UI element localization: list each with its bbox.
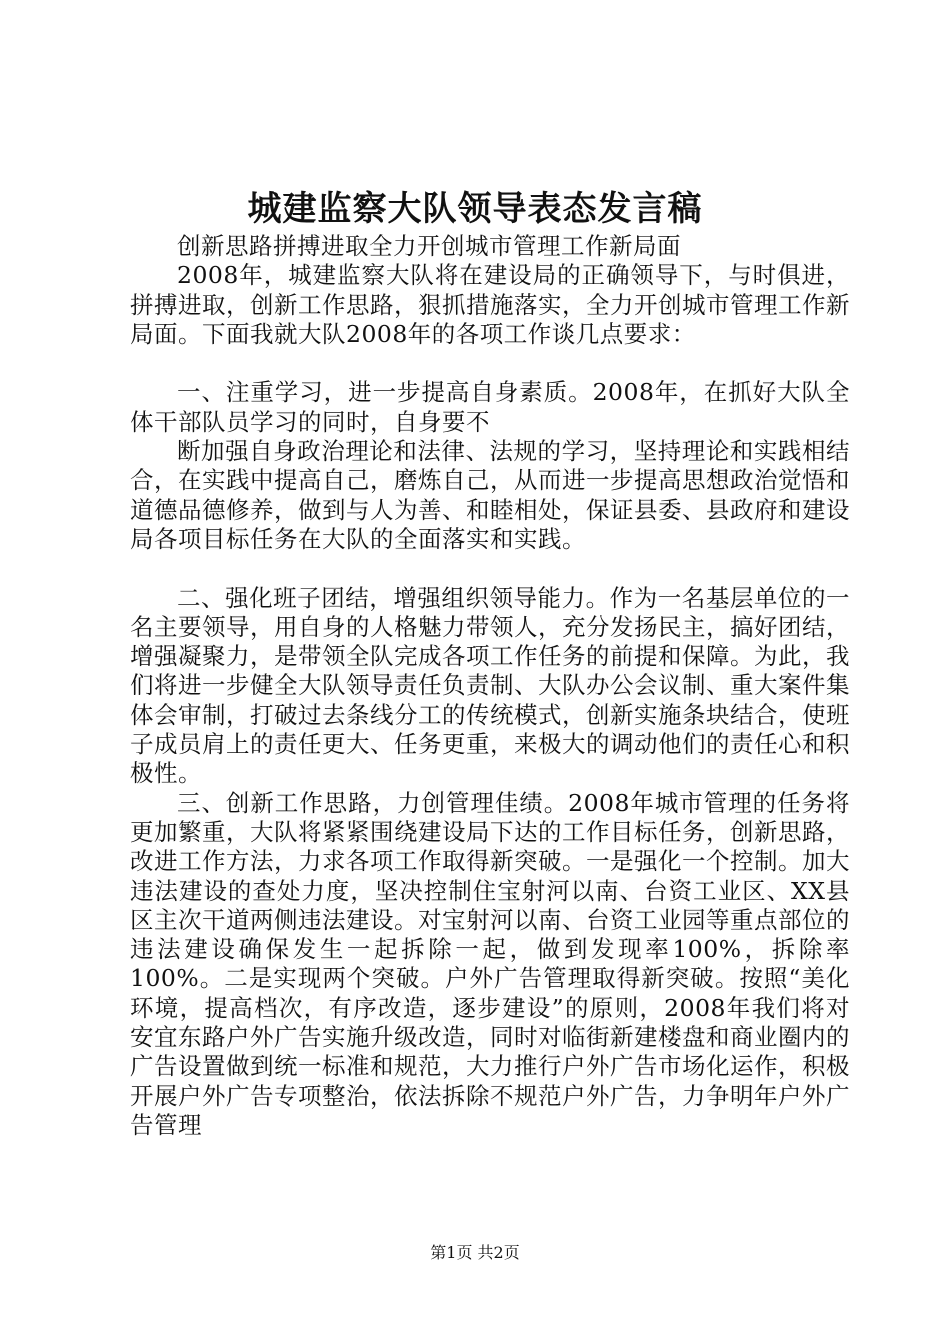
section-one-paragraph: 一、注重学习，进一步提高自身素质。2008年，在抓好大队全体干部队员学习的同时，自身要不 — [130, 378, 850, 436]
intro-paragraph: 2008年，城建监察大队将在建设局的正确领导下，与时俱进，拼搏进取，创新工作思路，狠抓措施落实，全力开创城市管理工作新局面。下面我就大队2008年的各项工作谈几点要求： — [130, 261, 850, 348]
document-title: 城建监察大队领导表态发言稿 — [247, 189, 703, 229]
document-body — [130, 232, 850, 1140]
section-three-paragraph: 三、创新工作思路，力创管理佳绩。2008年城市管理的任务将更加繁重，大队将紧紧围绕建设局下达的工作目标任务，创新思路，改进工作方法，力求各项工作取得新突破。一是强化一个控制。加大违法建设的查处力度，坚决控制住宝射河以南、台资工业区、XX县区主次干道两侧违法建设。对宝射河以南、台资工业园等重点部位的违法建设确保发生一起拆除一起，做到发现率100%，拆除率100%。二是实现两个突破。户外广告管理取得新突破。按照“美化环境，提高档次，有序改造，逐步建设”的原则，2008年我们将对安宜东路户外广告实施升级改造，同时对临街新建楼盘和商业圈内的广告设置做到统一标准和规范，大力推行户外广告市场化运作，积极开展户外广告专项整治，依法拆除不规范户外广告，力争明年户外广告管理 — [130, 788, 850, 1139]
page-footer: 第1页 共2页 — [430, 1243, 520, 1262]
section-two-paragraph: 二、强化班子团结，增强组织领导能力。作为一名基层单位的一名主要领导，用自身的人格魅力带领人，充分发扬民主，搞好团结，增强凝聚力，是带领全队完成各项工作任务的前提和保障。为此，我们将进一步健全大队领导责任负责制、大队办公会议制、重大案件集体会审制，打破过去条线分工的传统模式，创新实施条块结合，使班子成员肩上的责任更大、任务更重，来极大的调动他们的责任心和积极性。 — [130, 583, 850, 788]
subtitle-paragraph: 创新思路拼搏进取全力开创城市管理工作新局面 — [177, 232, 681, 260]
section-one-continued-paragraph: 断加强自身政治理论和法律、法规的学习，坚持理论和实践相结合，在实践中提高自己，磨炼自己，从而进一步提高思想政治觉悟和道德品德修养，做到与人为善、和睦相处，保证县委、县政府和建设局各项目标任务在大队的全面落实和实践。 — [130, 437, 850, 553]
